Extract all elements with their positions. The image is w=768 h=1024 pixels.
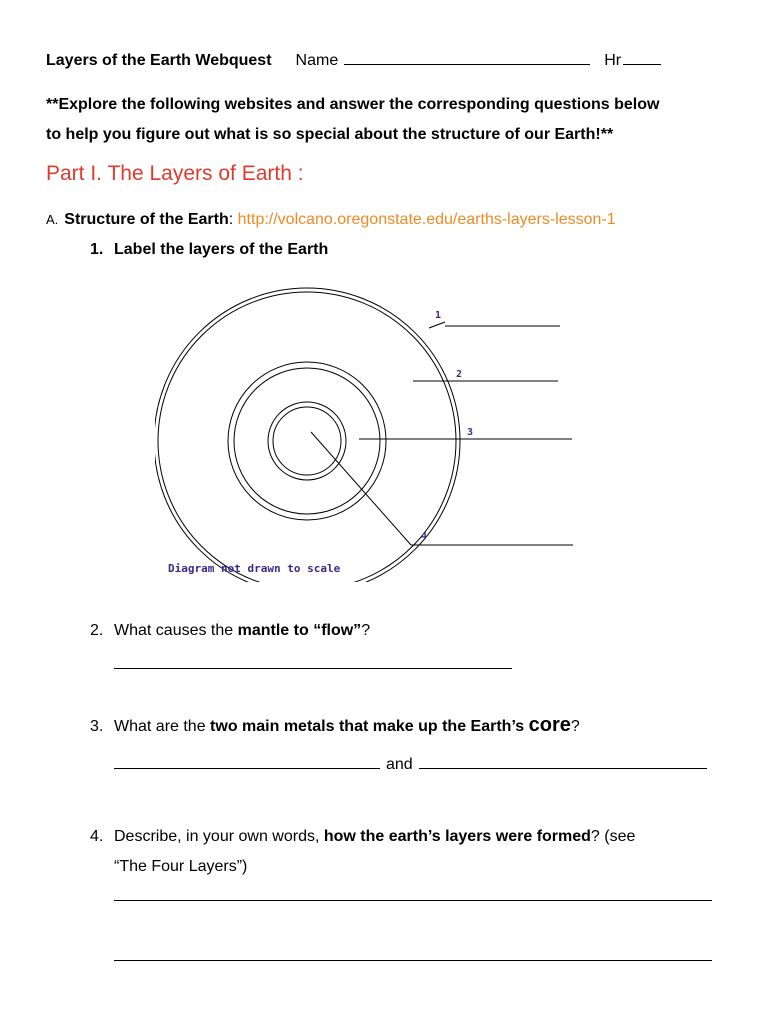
question-4 — [90, 822, 635, 882]
section-a-heading — [46, 211, 616, 229]
part-heading: Part I. The Layers of Earth : — [46, 162, 304, 185]
intro-instructions — [46, 90, 659, 150]
worksheet-title: Layers of the Earth Webquest — [46, 52, 272, 69]
question-1-text: Label the layers of the Earth — [114, 241, 329, 258]
question-2-keyword: mantle to “flow” — [237, 622, 362, 639]
question-3-prefix: What are the — [114, 718, 211, 735]
inner-core-inner-ring — [273, 407, 341, 475]
question-2-suffix: ? — [361, 622, 371, 639]
question-4-line-2: “The Four Layers”) — [114, 858, 248, 875]
question-4-number: 4. — [90, 828, 104, 845]
question-4-keyword: how the earth’s layers were formed — [323, 828, 591, 845]
inner-core-outer-ring — [268, 402, 346, 480]
section-colon: : — [228, 211, 238, 228]
question-4-prefix: Describe, in your own words, — [114, 828, 324, 845]
crust-outer-ring — [155, 288, 463, 582]
name-field[interactable] — [344, 50, 590, 65]
section-label: Structure of the Earth — [64, 211, 229, 228]
question-2-prefix: What causes the — [114, 622, 238, 639]
question-3-answers — [114, 754, 707, 774]
section-letter: A. — [46, 212, 59, 227]
earth-layers-diagram — [155, 272, 585, 582]
crust-inner-ring — [158, 292, 456, 582]
question-4-suffix: ? (see — [590, 828, 636, 845]
hr-field[interactable] — [623, 50, 661, 65]
question-1-number: 1. — [90, 241, 104, 258]
intro-line-1: **Explore the following websites and answer the corresponding questions below — [46, 96, 660, 113]
intro-line-2: to help you figure out what is so special about the structure of our Earth!** — [46, 126, 614, 143]
question-3-answer-line-2[interactable] — [419, 754, 707, 769]
question-3-core: core — [528, 714, 571, 736]
question-3-keyword: two main metals that make up the Earth’s — [210, 718, 529, 735]
resource-link[interactable]: http://volcano.oregonstate.edu/earths-layers-lesson-1 — [237, 211, 616, 228]
label-1: 1 — [435, 310, 442, 321]
question-3 — [90, 714, 580, 737]
question-3-answer-line-1[interactable] — [114, 754, 380, 769]
question-3-suffix: ? — [570, 718, 580, 735]
name-label: Name — [295, 52, 339, 69]
hr-label: Hr — [604, 52, 622, 69]
diagram-caption: Diagram not drawn to scale — [168, 562, 341, 575]
question-4-answer-line-2[interactable] — [114, 944, 712, 961]
outer-core-inner-ring — [234, 368, 380, 514]
question-2-answer-line[interactable] — [114, 652, 512, 669]
question-4-answer-line-1[interactable] — [114, 884, 712, 901]
question-2-number: 2. — [90, 622, 104, 639]
label-3: 3 — [467, 427, 474, 438]
question-3-number: 3. — [90, 718, 104, 735]
question-3-connector: and — [386, 756, 413, 773]
worksheet-header — [46, 50, 661, 70]
question-1 — [90, 241, 328, 259]
outer-core-outer-ring — [228, 362, 386, 520]
label-2: 2 — [456, 369, 463, 380]
label-4: 4 — [421, 531, 428, 542]
pointer-4 — [311, 432, 411, 545]
question-2 — [90, 622, 370, 640]
pointer-1 — [429, 322, 445, 328]
